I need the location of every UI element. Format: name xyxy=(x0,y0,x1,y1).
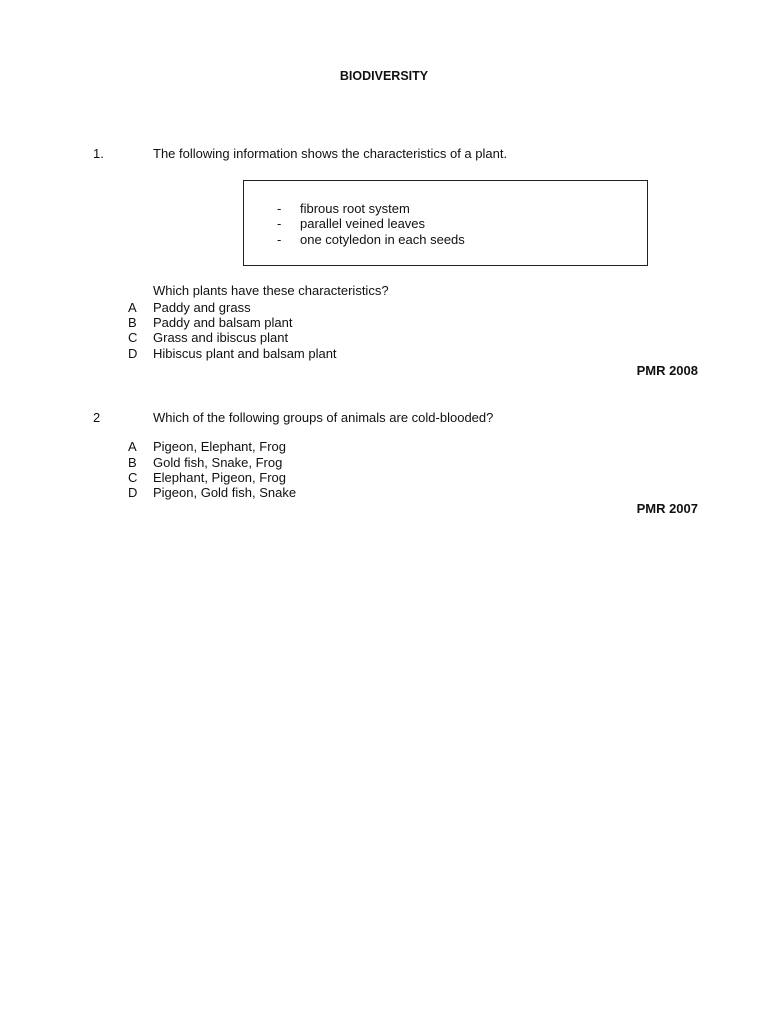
characteristics-box xyxy=(243,180,648,266)
question-1-stem: The following information shows the characteristics of a plant. xyxy=(153,146,508,161)
option-letter: A xyxy=(128,439,137,454)
option-text: Hibiscus plant and balsam plant xyxy=(153,346,337,361)
option-letter: B xyxy=(128,455,137,470)
question-2-stem: Which of the following groups of animals are cold-blooded? xyxy=(153,410,494,425)
bullet-dash: - xyxy=(277,216,282,231)
option-letter: C xyxy=(128,330,138,345)
option-text: Elephant, Pigeon, Frog xyxy=(153,470,286,485)
characteristic-item xyxy=(277,216,425,231)
question-1-source: PMR 2008 xyxy=(636,363,698,378)
characteristic-text: parallel veined leaves xyxy=(300,216,426,231)
question-2-number: 2 xyxy=(93,410,101,425)
option-text: Grass and ibiscus plant xyxy=(153,330,289,345)
option-text: Gold fish, Snake, Frog xyxy=(153,455,283,470)
bullet-dash: - xyxy=(277,201,282,216)
characteristic-item xyxy=(277,201,410,216)
page-title: BIODIVERSITY xyxy=(339,69,429,83)
question-2-source: PMR 2007 xyxy=(636,501,698,516)
option-text: Paddy and balsam plant xyxy=(153,315,293,330)
option-text: Pigeon, Gold fish, Snake xyxy=(153,485,297,500)
option-letter: D xyxy=(128,346,138,361)
option-text: Paddy and grass xyxy=(153,300,251,315)
option-letter: A xyxy=(128,300,137,315)
characteristic-item xyxy=(277,232,465,247)
characteristic-text: one cotyledon in each seeds xyxy=(300,232,465,247)
question-1-prompt: Which plants have these characteristics? xyxy=(153,283,389,298)
option-letter: D xyxy=(128,485,138,500)
bullet-dash: - xyxy=(277,232,282,247)
option-text: Pigeon, Elephant, Frog xyxy=(153,439,286,454)
question-1-number: 1. xyxy=(93,146,104,161)
option-letter: B xyxy=(128,315,137,330)
option-letter: C xyxy=(128,470,138,485)
characteristic-text: fibrous root system xyxy=(300,201,410,216)
